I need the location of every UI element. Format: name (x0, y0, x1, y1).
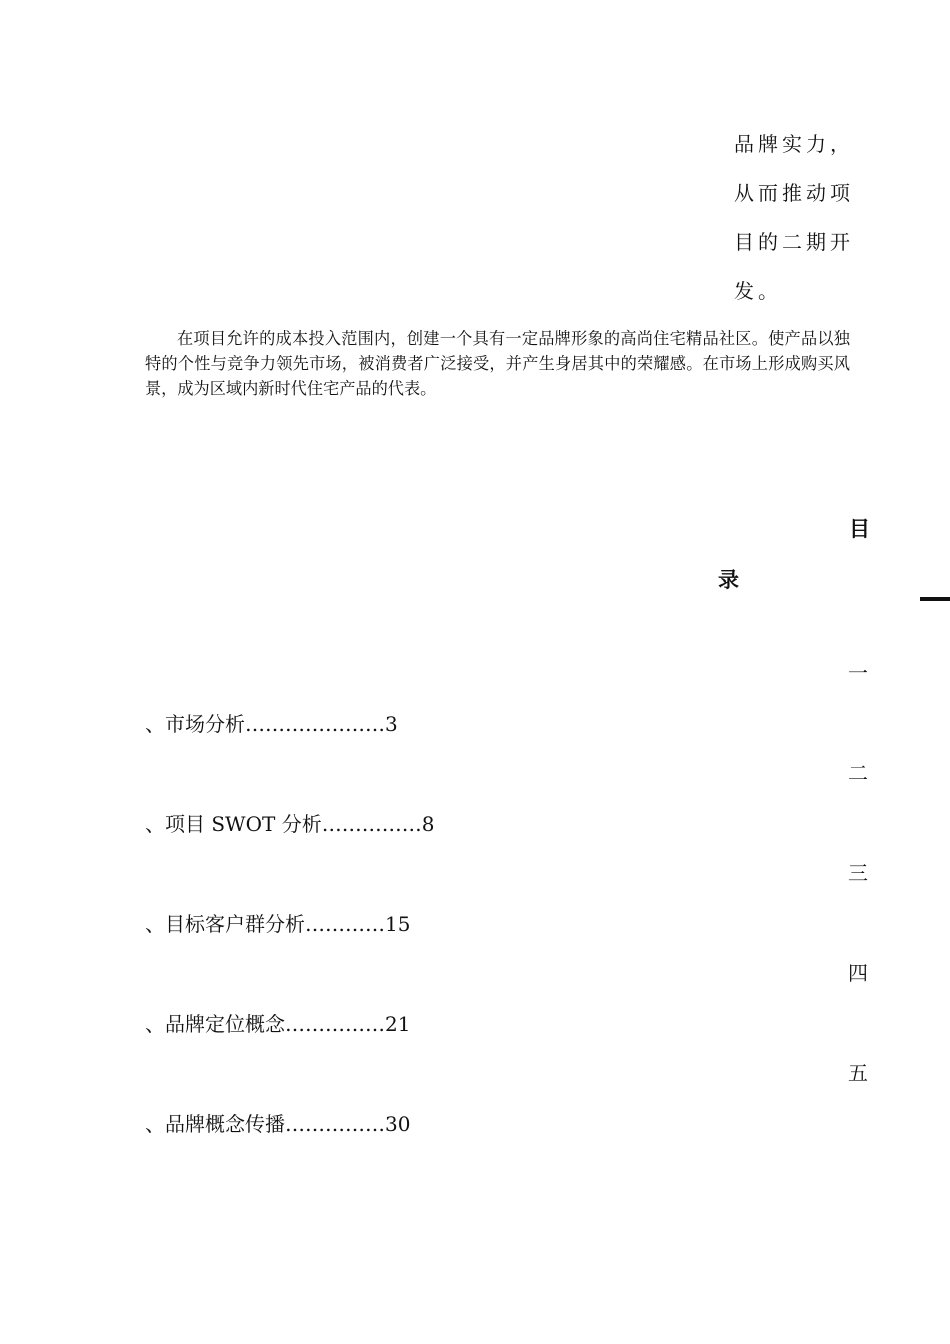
toc-numeral-5: 五 (848, 1061, 868, 1085)
edge-bar-decoration (920, 597, 950, 601)
side-text-line: 从而推动项 (734, 181, 854, 205)
toc-numeral-4: 四 (848, 961, 868, 985)
toc-entry-brand-positioning[interactable]: 、品牌定位概念……………21 (145, 1012, 411, 1036)
toc-entry-brand-communication[interactable]: 、品牌概念传播……………30 (145, 1112, 411, 1136)
toc-heading-char-2: 录 (718, 568, 739, 592)
side-text-column (734, 132, 864, 328)
toc-numeral-3: 三 (848, 861, 868, 885)
toc-heading-char-1: 目 (849, 517, 870, 541)
side-text-line: 目的二期开 (734, 230, 854, 254)
side-text-line: 发。 (734, 279, 782, 303)
intro-paragraph: 在项目允许的成本投入范围内，创建一个具有一定品牌形象的高尚住宅精品社区。使产品以独特的个性与竞争力领先市场，被消费者广泛接受，并产生身居其中的荣耀感。在市场上形成购买风景，成为区域内新时代住宅产品的代表。 (145, 329, 850, 398)
toc-numeral-1: 一 (848, 661, 868, 685)
toc-entry-target-customers[interactable]: 、目标客户群分析…………15 (145, 912, 411, 936)
side-text-line: 品牌实力， (734, 132, 854, 156)
toc-entry-swot-analysis[interactable]: 、项目 SWOT 分析……………8 (145, 812, 435, 836)
toc-entry-market-analysis[interactable]: 、市场分析…………………3 (145, 712, 398, 736)
toc-numeral-2: 二 (848, 761, 868, 785)
